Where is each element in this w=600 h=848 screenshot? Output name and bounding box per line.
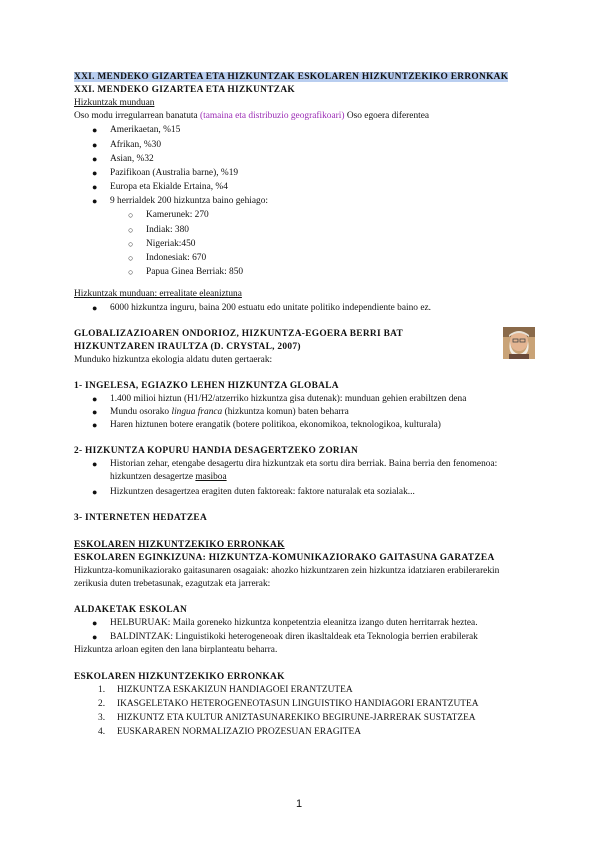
section2-intro: Munduko hizkuntza ekologia aldatu duten gertaerak:	[74, 355, 273, 365]
list-item: Europa eta Ekialde Ertaina, %4	[110, 182, 228, 192]
circle-bullet-icon: ○	[128, 210, 134, 220]
list-number: 1.	[98, 685, 106, 695]
challenge-item: HIZKUNTZ ETA KULTUR ANIZTASUNAREKIKO BEGIRUNE-JARRERAK SUSTATZEA	[117, 713, 476, 723]
section2-heading-line1: GLOBALIZAZIOAREN ONDORIOZ, HIZKUNTZA-EGOERA BERRI BAT	[74, 329, 404, 339]
bullet-icon: ●	[92, 182, 98, 192]
bullet-icon: ●	[92, 407, 98, 417]
list-item: BALDINTZAK: Linguistikoki heterogeneoak diren ikasltaldeak eta Teknologia berrien erabilerak	[110, 632, 478, 642]
bullet-icon: ●	[92, 459, 98, 469]
author-photo	[503, 327, 535, 359]
section2-heading-line2: HIZKUNTZAREN IRAULTZA (D. CRYSTAL, 2007)	[74, 342, 301, 352]
bullet-icon: ●	[92, 196, 98, 206]
list-number: 2.	[98, 699, 106, 709]
challenge-item: HIZKUNTZA ESKAKIZUN HANDIAGOEI ERANTZUTEA	[117, 685, 353, 695]
sub-list-item: Nigeriak:450	[146, 239, 196, 249]
sub-list-item: Kamerunek: 270	[146, 210, 209, 220]
portrait-image	[503, 327, 535, 359]
bullet-icon: ●	[92, 420, 98, 430]
list-item-text-after: (hizkuntza komun) baten beharra	[222, 407, 349, 417]
bullet-icon: ●	[92, 154, 98, 164]
bullet-icon: ●	[92, 140, 98, 150]
section3-desc-line2: zerikusia duten trebetasunak, ezagutzak eta jarrerak:	[74, 579, 271, 589]
multilingual-heading: Hizkuntzak munduan: errealitate eleaniztuna	[74, 289, 242, 299]
challenge-item: IKASGELETAKO HETEROGENEOTASUN LINGUISTIKO HANDIAGORI ERANTZUTEA	[117, 699, 479, 709]
bullet-icon: ●	[92, 303, 98, 313]
sub-list-item: Papua Ginea Berriak: 850	[146, 267, 244, 277]
list-item: Pazifikoan (Australia barne), %19	[110, 168, 239, 178]
list-number: 3.	[98, 713, 106, 723]
circle-bullet-icon: ○	[128, 253, 134, 263]
list-item: 6000 hizkuntza inguru, baina 200 estuatu edo unitate politiko independiente baino ez.	[110, 303, 432, 313]
intro-text-b: Oso egoera diferentea	[346, 111, 430, 121]
bullet-icon: ●	[92, 618, 98, 628]
title-highlight: XXI. MENDEKO GIZARTEA ETA HIZKUNTZAK ESKOLAREN HIZKUNTZEKIKO ERRONKAK	[74, 72, 509, 82]
section3-heading: ESKOLAREN HIZKUNTZEKIKO ERRONKAK	[74, 540, 285, 550]
challenge-item: EUSKARAREN NORMALIZAZIO PROZESUAN ERAGITEA	[117, 727, 362, 737]
sub-list-item: Indonesiak: 670	[146, 253, 207, 263]
list-item: HELBURUAK: Maila goreneko hizkuntza konpetentzia eleanitza izango duten herritarrak heztea.	[110, 618, 478, 628]
changes-after: Hizkuntza arloan egiten den lana birplanteatu beharra.	[74, 645, 278, 655]
list-number: 4.	[98, 727, 106, 737]
bullet-icon: ●	[92, 487, 98, 497]
list-item	[110, 406, 349, 418]
point2-heading: 2- HIZKUNTZA KOPURU HANDIA DESAGERTZEKO ZORIAN	[74, 446, 359, 456]
intro-text-a: Oso modu irregularrean banatuta	[74, 111, 198, 121]
list-item: 1.400 milioi hiztun (H1/H2/atzerriko hizkuntza gisa dutenak): munduan gehien erabiltzen dena	[110, 394, 467, 404]
page-number: 1	[296, 798, 303, 810]
sub-list-item: Indiak: 380	[146, 225, 189, 235]
section3-desc-line1: Hizkuntza-komunikaziorako gaitasunaren osagaiak: ahozko hizkuntzaren zein hizkuntza idatziaren erabilerarekin	[74, 566, 500, 576]
section1-intro	[74, 110, 429, 122]
point1-heading: 1- INGELESA, EGIAZKO LEHEN HIZKUNTZA GLOBALA	[74, 381, 339, 391]
lingua-franca-term: lingua franca	[171, 407, 223, 417]
list-item: Asian, %32	[110, 154, 154, 164]
document-title	[74, 71, 508, 83]
challenges-heading: ESKOLAREN HIZKUNTZEKIKO ERRONKAK	[74, 672, 285, 682]
list-item-text: Mundu osorako	[110, 407, 172, 417]
list-item: Haren hiztunen botere erangatik (botere politikoa, ekonomikoa, teknologikoa, kulturala)	[110, 420, 441, 430]
intro-parenthetical: (tamaina eta distribuzio geografikoari)	[200, 111, 345, 121]
section3-subheading: ESKOLAREN EGINKIZUNA: HIZKUNTZA-KOMUNIKAZIORAKO GAITASUNA GARATZEA	[74, 553, 495, 563]
section1-subheading: Hizkuntzak munduan	[74, 98, 155, 108]
bullet-icon: ●	[92, 125, 98, 135]
list-item: Amerikaetan, %15	[110, 125, 181, 135]
bullet-icon: ●	[92, 168, 98, 178]
list-item-continued	[110, 471, 227, 483]
list-item: Hizkuntzen desagertzea eragiten duten faktoreak: faktore naturalak eta sozialak...	[110, 487, 415, 497]
bullet-icon: ●	[92, 394, 98, 404]
circle-bullet-icon: ○	[128, 225, 134, 235]
changes-heading: ALDAKETAK ESKOLAN	[74, 605, 188, 615]
bullet-icon: ●	[92, 632, 98, 642]
list-item: Afrikan, %30	[110, 140, 162, 150]
circle-bullet-icon: ○	[128, 239, 134, 249]
list-item: Historian zehar, etengabe desagertu dira hizkuntzak eta sortu dira berriak. Baina berria den fenomenoa:	[110, 459, 498, 469]
circle-bullet-icon: ○	[128, 267, 134, 277]
underlined-term: masiboa	[195, 472, 227, 482]
section1-heading: XXI. MENDEKO GIZARTEA ETA HIZKUNTZAK	[74, 85, 296, 95]
point3-heading: 3- INTERNETEN HEDATZEA	[74, 513, 208, 523]
list-item-text: hizkuntzen desagertze	[110, 472, 196, 482]
list-item: 9 herrialdek 200 hizkuntza baino gehiago:	[110, 196, 269, 206]
